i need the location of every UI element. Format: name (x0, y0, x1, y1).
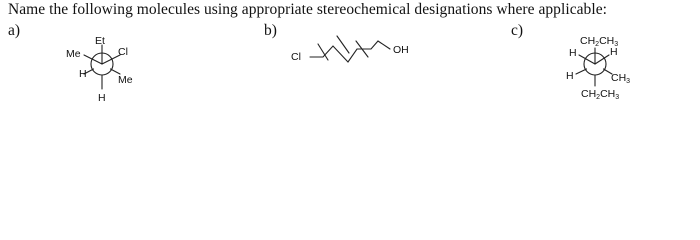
label-cl-b: Cl (291, 51, 301, 63)
part-a-label: a) (8, 22, 21, 39)
label-h-bottom-left: H (566, 70, 574, 82)
molecule-drawings (0, 0, 700, 113)
newman-projection-a (84, 45, 120, 89)
ring-bond-1 (318, 44, 328, 60)
label-h-back-left: H (79, 68, 87, 80)
label-h-back-bottom: H (98, 92, 106, 104)
newman-projection-c (576, 48, 612, 86)
label-et: Et (95, 35, 105, 47)
ring-bond-2 (337, 36, 349, 53)
carbon-chain (310, 41, 390, 62)
skeletal-structure-b (310, 36, 390, 62)
part-c-label: c) (511, 22, 524, 39)
part-b-label: b) (264, 22, 277, 39)
label-h-top-right: H (610, 46, 618, 58)
label-ethyl-bottom: CH2CH3 (581, 88, 620, 101)
label-me-back: Me (118, 74, 133, 86)
label-ethyl-top: CH2CH3 (580, 35, 619, 48)
question-prompt: Name the following molecules using appropriate stereochemical designations where applicable: (8, 1, 607, 18)
front-bond-right-c (595, 55, 609, 64)
front-bond-left (84, 55, 102, 64)
label-oh: OH (393, 44, 409, 56)
label-me-front: Me (66, 48, 81, 60)
label-methyl: CH3 (611, 72, 631, 85)
back-bond-left-c (576, 69, 587, 74)
label-cl: Cl (118, 46, 128, 58)
label-h-top-left: H (569, 47, 577, 59)
